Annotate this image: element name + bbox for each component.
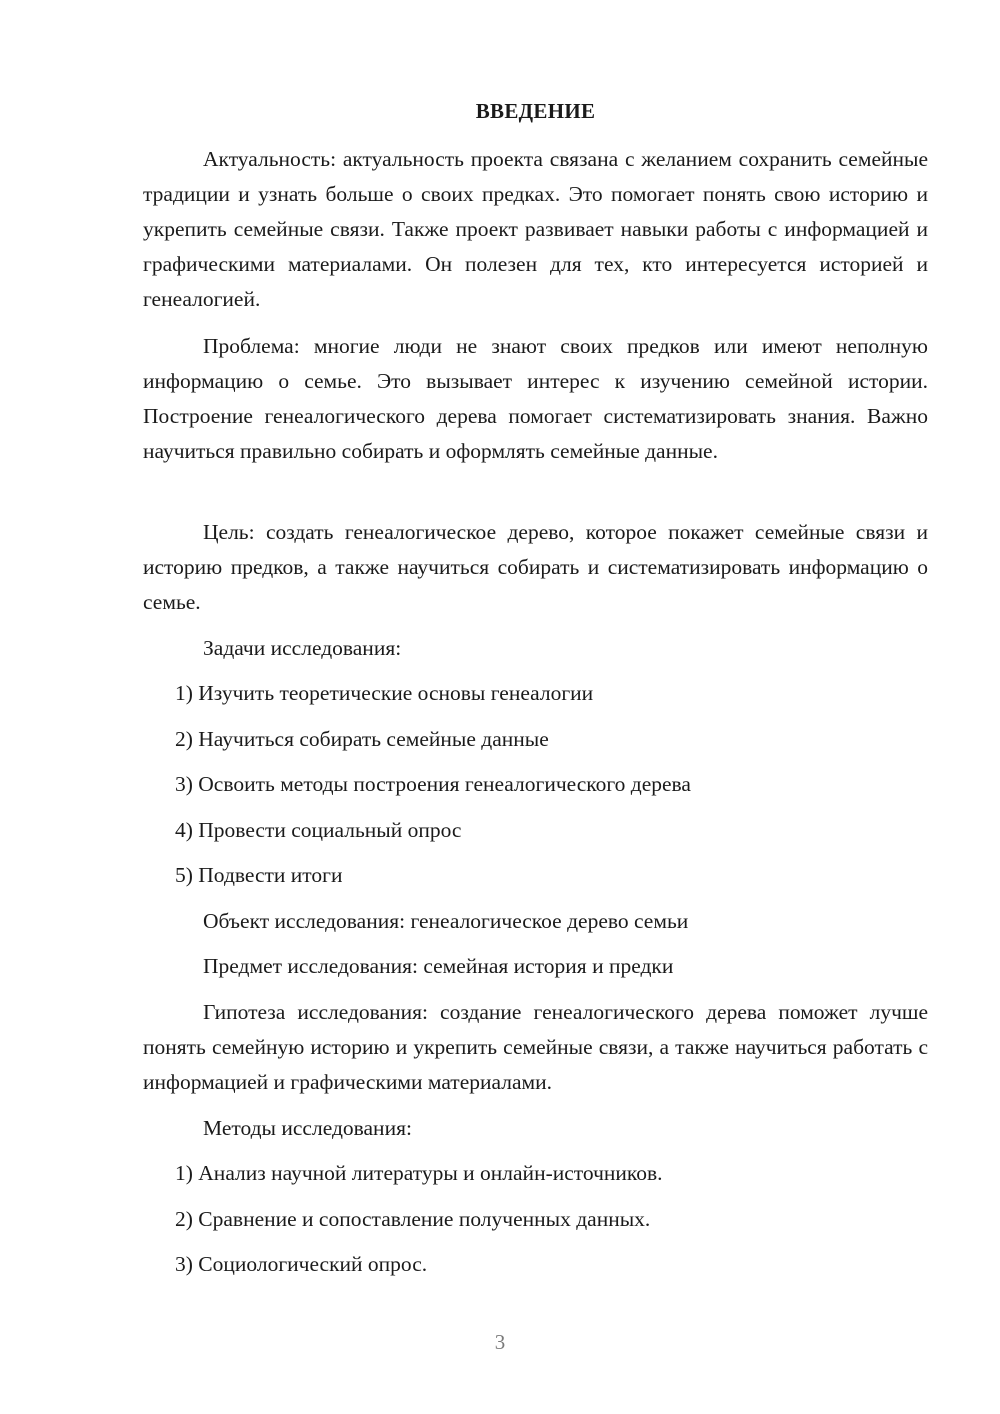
- task-item: 3) Освоить методы построения генеалогического дерева: [175, 772, 691, 796]
- task-item: 5) Подвести итоги: [175, 863, 343, 887]
- tasks-heading: Задачи исследования:: [203, 636, 402, 660]
- method-item: 2) Сравнение и сопоставление полученных данных.: [175, 1207, 651, 1231]
- task-item: 2) Научиться собирать семейные данные: [175, 727, 549, 751]
- research-subject: Предмет исследования: семейная история и предки: [203, 954, 674, 978]
- task-item: 1) Изучить теоретические основы генеалогии: [175, 681, 594, 705]
- method-item: 3) Социологический опрос.: [175, 1252, 428, 1276]
- hypothesis-paragraph: Гипотеза исследования: создание генеалогического дерева поможет лучше понять семейную историю и укрепить семейные связи, а также научиться работать с информацией и графическими материалами.: [143, 1000, 928, 1094]
- goal-paragraph: Цель: создать генеалогическое дерево, которое покажет семейные связи и историю предков, а также научиться собирать и систематизировать информацию о семье.: [143, 520, 928, 614]
- research-object: Объект исследования: генеалогическое дерево семьи: [203, 909, 689, 933]
- problem-paragraph: Проблема: многие люди не знают своих предков или имеют неполную информацию о семье. Это вызывает интерес к изучению семейной истории. Построение генеалогического дерева помогает систематизировать знания. Важно научиться правильно собирать и оформлять семейные данные.: [143, 334, 928, 463]
- methods-heading: Методы исследования:: [203, 1116, 412, 1140]
- page-title: ВВЕДЕНИЕ: [475, 99, 596, 123]
- task-item: 4) Провести социальный опрос: [175, 818, 462, 842]
- page-number: 3: [494, 1330, 506, 1354]
- method-item: 1) Анализ научной литературы и онлайн-источников.: [175, 1161, 663, 1185]
- relevance-paragraph: Актуальность: актуальность проекта связана с желанием сохранить семейные традиции и узнать больше о своих предках. Это помогает понять свою историю и укрепить семейные связи. Также проект развивает навыки работы с информацией и графическими материалами. Он полезен для тех, кто интересуется историей и генеалогией.: [143, 147, 928, 311]
